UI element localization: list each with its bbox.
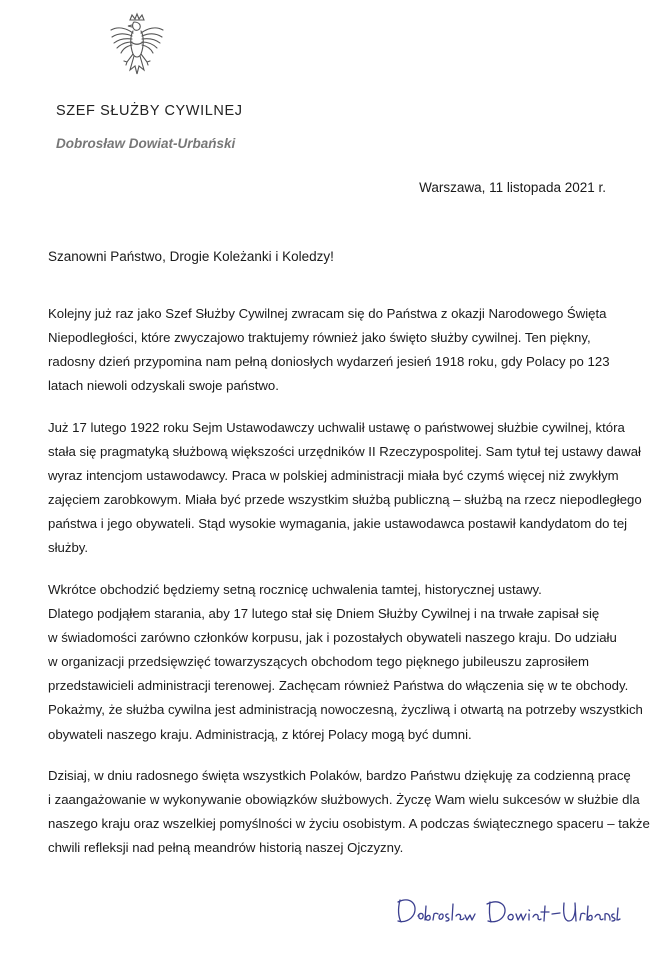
paragraph-1: [48, 302, 608, 398]
person-name: Dobrosław Dowiat-Urbański: [56, 136, 236, 151]
text-line: latach niewoli odzyskali swoje państwo.: [48, 378, 279, 394]
handwritten-signature: [392, 886, 622, 938]
text-line: radosny dzień przypomina nam pełną doniosłych wydarzeń jesień 1918 roku, gdy Polacy po 123: [48, 354, 610, 370]
text-line: służby.: [48, 540, 89, 556]
text-line: przedstawicieli administracji terenowej. Zachęcam również Państwa do włączenia się w te obchody.: [48, 678, 629, 694]
office-title: SZEF SŁUŻBY CYWILNEJ: [56, 103, 243, 119]
text-line: Pokażmy, że służba cywilna jest administracją nowoczesną, życzliwą i otwartą na potrzeby wszystkich: [48, 702, 643, 718]
text-line: Dlatego podjąłem starania, aby 17 lutego stał się Dniem Służby Cywilnej i na trwałe zapisał się: [48, 606, 600, 622]
salutation: Szanowni Państwo, Drogie Koleżanki i Koledzy!: [48, 249, 334, 264]
white-eagle-emblem-icon: [108, 12, 166, 88]
text-line: wyraz intencjom ustawodawcy. Praca w polskiej administracji miała być czymś więcej niż zwykłym: [48, 468, 619, 484]
text-line: w organizacji przedsięwzięć towarzyszących obchodom tego pięknego jubileuszu zaprosiłem: [48, 654, 589, 670]
text-line: obywateli naszego kraju. Administracją, z której Polacy mogą być dumni.: [48, 726, 472, 742]
place-date: Warszawa, 11 listopada 2021 r.: [419, 180, 606, 195]
text-line: Dzisiaj, w dniu radosnego święta wszystkich Polaków, bardzo Państwu dziękuję za codzienną pracę: [48, 768, 631, 784]
text-line: chwili refleksji nad pełną meandrów historią naszej Ojczyzny.: [48, 840, 404, 856]
text-line: Niepodległości, które zwyczajowo traktujemy również jako święto służby cywilnej. Ten piękny,: [48, 330, 591, 346]
paragraph-2: [48, 416, 642, 561]
text-line: państwa i jego obywateli. Stąd wysokie wymagania, jakie ustawodawca postawił kandydatom do tej: [48, 516, 628, 532]
letter-body: [48, 302, 650, 878]
text-line: Kolejny już raz jako Szef Służby Cywilnej zwracam się do Państwa z okazji Narodowego Święta: [48, 306, 607, 321]
paragraph-4: [48, 764, 650, 860]
text-line: i zaangażowanie w wykonywanie obowiązków służbowych. Życzę Wam wielu sukcesów w służbie dla: [48, 792, 640, 808]
text-line: zajęciem zarobkowym. Miała być przede wszystkim służbą publiczną – służbą na rzecz niepodległego: [48, 492, 642, 508]
paragraph-3: [48, 578, 643, 747]
text-line: naszego kraju oraz wszelkiej pomyślności w życiu osobistym. A podczas świątecznego spaceru – także: [48, 816, 650, 832]
text-line: stała się pragmatyką służbową większości urzędników II Rzeczypospolitej. Sam tytuł tej ustawy dawał: [48, 443, 641, 459]
text-line: Już 17 lutego 1922 roku Sejm Ustawodawczy uchwalił ustawę o państwowej służbie cywilnej, która: [48, 419, 625, 435]
text-line: w świadomości zarówno członków korpusu, jak i pozostałych obywateli naszego kraju. Do udziału: [48, 630, 617, 646]
text-line: Wkrótce obchodzić będziemy setną rocznicę uchwalenia tamtej, historycznej ustawy.: [48, 581, 542, 597]
